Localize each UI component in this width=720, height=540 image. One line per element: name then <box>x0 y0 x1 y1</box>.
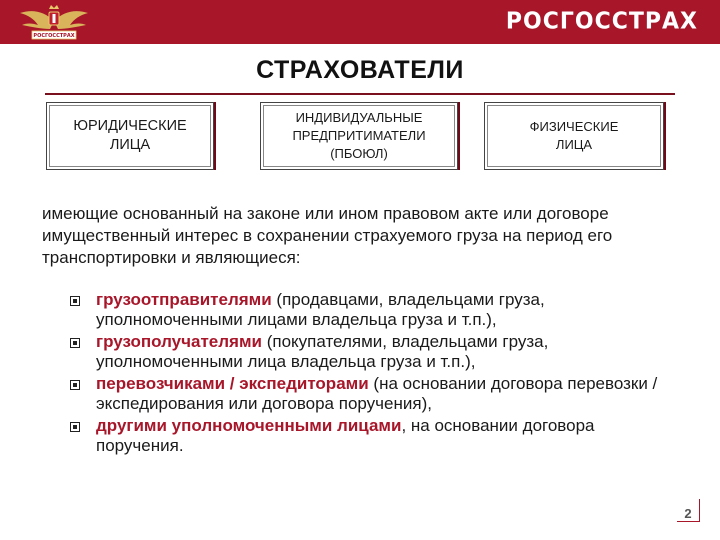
list-item-term: грузоотправителями <box>96 290 272 309</box>
category-box-label: ИНДИВИДУАЛЬНЫЕ ПРЕДПРИТИМАТЕЛИ (ПБОЮЛ) <box>292 110 426 161</box>
list-item <box>68 416 668 456</box>
emblem-banner-text: РОСГОССТРАХ <box>33 33 75 39</box>
list-item-term: перевозчиками / экспедиторами <box>96 374 369 393</box>
list-item-term: другими уполномоченными лицами <box>96 416 402 435</box>
list-item-term: грузополучателями <box>96 332 262 351</box>
page-title: СТРАХОВАТЕЛИ <box>256 56 464 84</box>
category-box-individuals <box>484 102 664 170</box>
page-number: 2 <box>677 499 700 522</box>
list-item <box>68 290 668 330</box>
header-bar <box>0 0 720 44</box>
square-bullet-icon <box>70 296 80 306</box>
brand-logo-text: РОСГОССТРАХ <box>505 8 698 35</box>
list-item-text: (покупателями, владельцами груза, уполномоченными лица владельца груза и т.п.), <box>96 332 549 371</box>
eagle-emblem-icon <box>14 3 94 41</box>
insured-parties-list <box>68 290 668 458</box>
category-box-label: ЮРИДИЧЕСКИЕ ЛИЦА <box>73 118 187 153</box>
category-box-entrepreneurs <box>260 102 458 170</box>
title-divider <box>45 93 675 95</box>
square-bullet-icon <box>70 338 80 348</box>
list-item-text: (продавцами, владельцами груза, уполномоченными лицами владельца груза и т.п.), <box>96 290 545 329</box>
list-item <box>68 332 668 372</box>
list-item <box>68 374 668 414</box>
square-bullet-icon <box>70 422 80 432</box>
category-box-legal-entities <box>46 102 214 170</box>
square-bullet-icon <box>70 380 80 390</box>
list-item-text: , на основании договора поручения. <box>96 416 595 455</box>
intro-paragraph: имеющие основанный на законе или ином правовом акте или договоре имущественный интерес в сохранении страхуемого груза на период его транспортировки и являющиеся: <box>42 204 613 267</box>
list-item-text: (на основании договора перевозки / экспедирования или договора поручения), <box>96 374 658 413</box>
category-box-label: ФИЗИЧЕСКИЕ ЛИЦА <box>529 119 619 152</box>
